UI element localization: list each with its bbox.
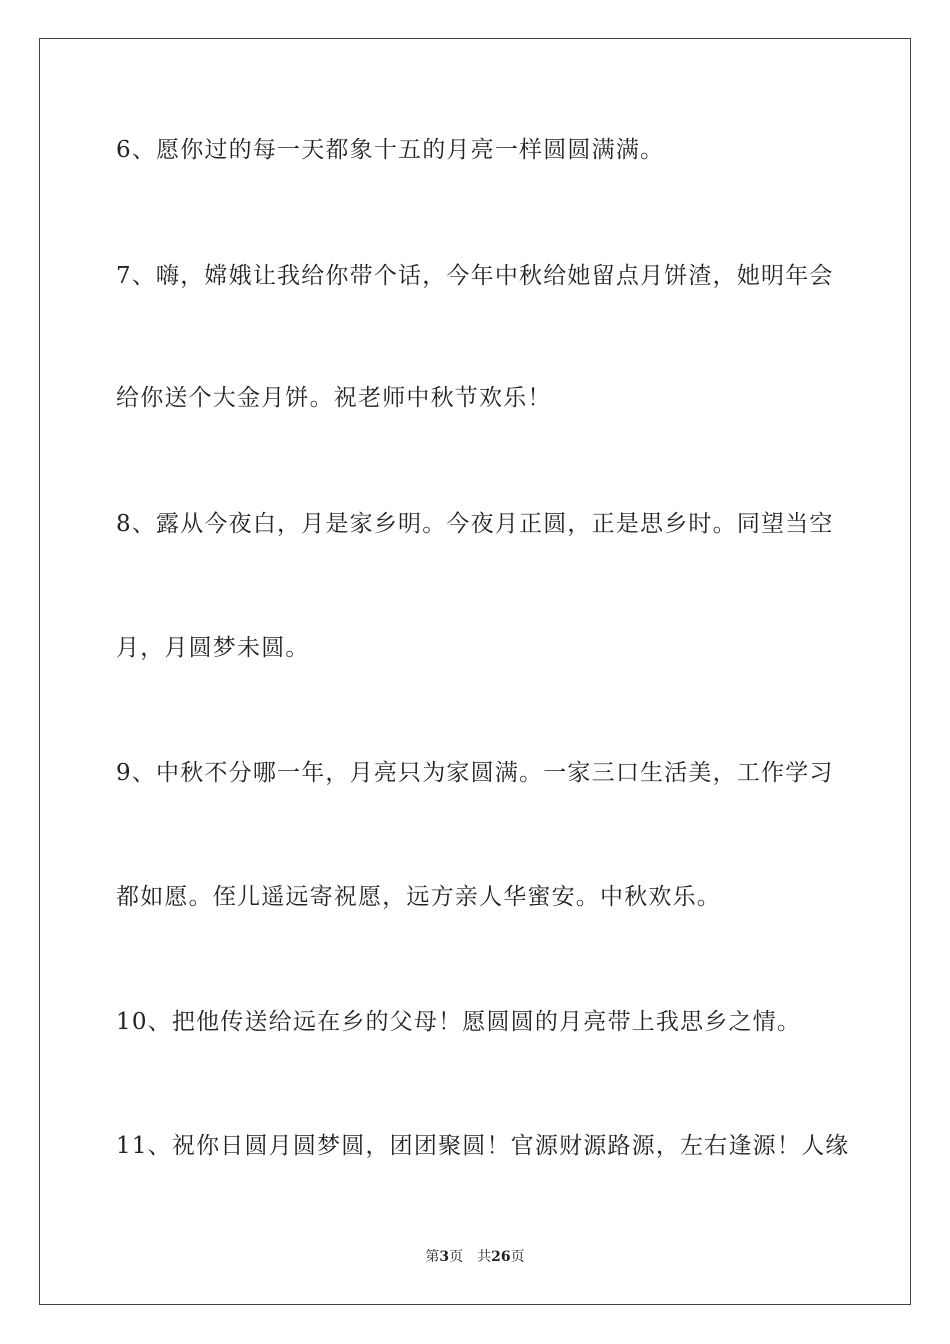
text-line-1: 6、愿你过的每一天都象十五的月亮一样圆圆满满。 [116,137,665,163]
text-line-9: 11、祝你日圆月圆梦圆，团团聚圆！官源财源路源，左右逢源！人缘 [116,1133,850,1159]
current-page-number: 3 [439,1249,450,1265]
footer-total-suffix: 页 [510,1249,525,1265]
text-line-6: 9、中秋不分哪一年，月亮只为家圆满。一家三口生活美，工作学习 [116,760,834,786]
text-line-5: 月，月圆梦未圆。 [116,635,310,661]
text-line-4: 8、露从今夜白，月是家乡明。今夜月正圆，正是思乡时。同望当空 [116,511,834,537]
text-line-8: 10、把他传送给远在乡的父母！愿圆圆的月亮带上我思乡之情。 [116,1009,802,1035]
text-line-3: 给你送个大金月饼。祝老师中秋节欢乐！ [116,385,552,411]
text-line-2: 7、嗨，嫦娥让我给你带个话，今年中秋给她留点月饼渣，她明年会 [116,263,834,289]
footer-total-prefix: 共 [477,1249,492,1265]
footer-page-suffix: 页 [449,1249,464,1265]
text-line-7: 都如愿。侄儿遥远寄祝愿，远方亲人华蜜安。中秋欢乐。 [116,884,721,910]
footer-prefix: 第 [425,1249,440,1265]
total-page-count: 26 [491,1249,511,1265]
page-frame [39,38,911,1305]
page-footer [0,1248,950,1266]
